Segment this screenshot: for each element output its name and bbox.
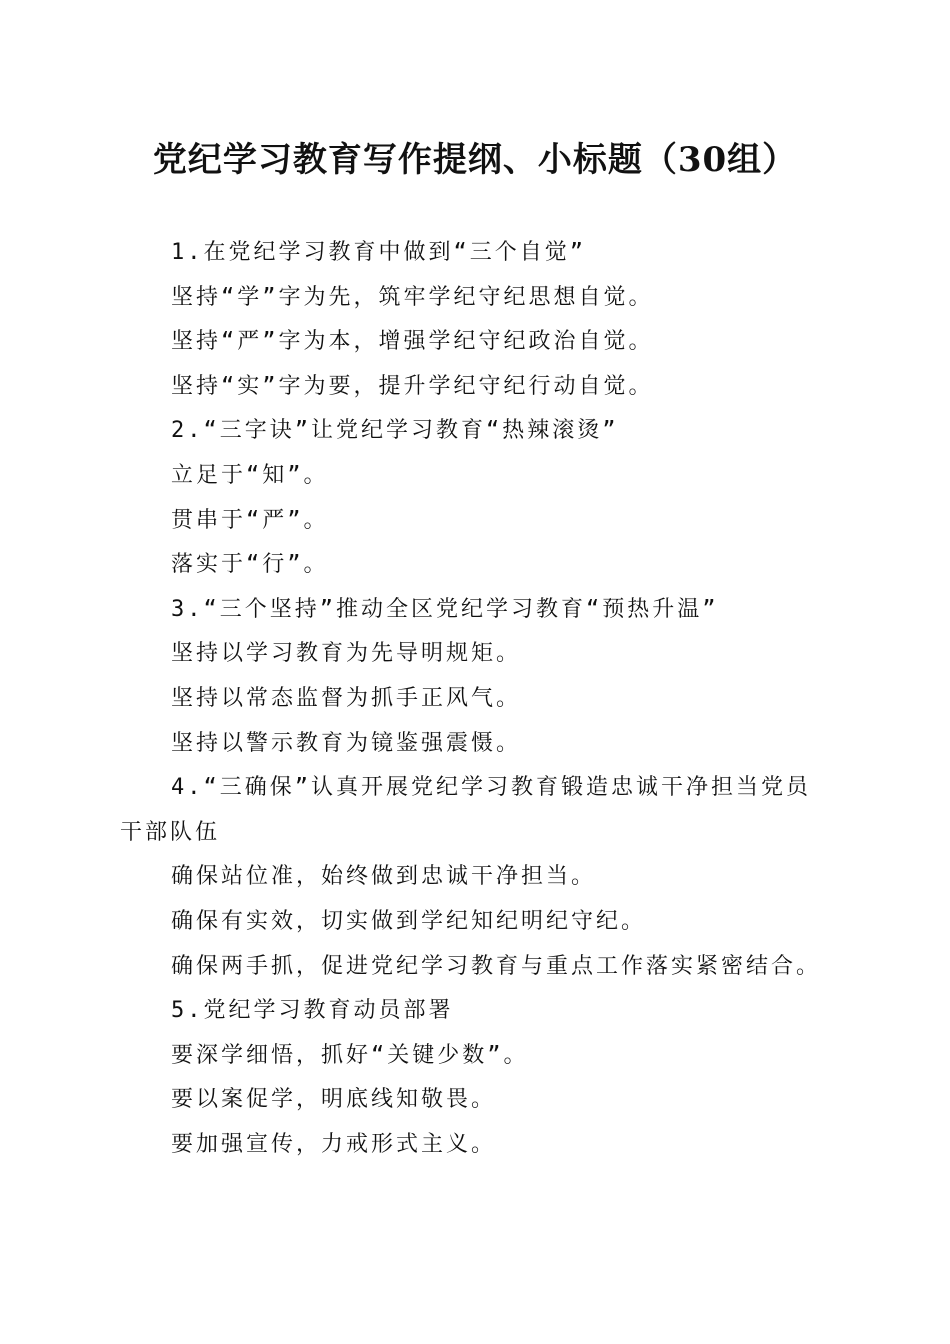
body-paragraph: 坚持“严”字为本，增强学纪守纪政治自觉。 [171, 329, 654, 355]
body-paragraph: 坚持以学习教育为先导明规矩。 [171, 641, 522, 667]
body-paragraph: 要深学细悟，抓好“关键少数”。 [171, 1042, 529, 1068]
body-paragraph: 确保有实效，切实做到学纪知纪明纪守纪。 [171, 908, 647, 934]
body-paragraph: 落实于“行”。 [171, 552, 329, 578]
body-paragraph: 立足于“知”。 [171, 462, 329, 488]
section-heading-5: 5.党纪学习教育动员部署 [171, 998, 454, 1024]
body-paragraph: 坚持以常态监督为抓手正风气。 [171, 685, 522, 711]
section-heading-2: 2.“三字诀”让党纪学习教育“热辣滚烫” [171, 418, 619, 444]
section-heading-3: 3.“三个坚持”推动全区党纪学习教育“预热升温” [171, 596, 719, 622]
body-paragraph: 确保两手抓，促进党纪学习教育与重点工作落实紧密结合。 [171, 953, 822, 979]
body-paragraph: 坚持以警示教育为镜鉴强震慑。 [171, 730, 522, 756]
section-heading-4: 4.“三确保”认真开展党纪学习教育锻造忠诚干净担当党员干部队伍 [120, 775, 811, 845]
body-paragraph: 贯串于“严”。 [171, 507, 329, 533]
document-title: 党纪学习教育写作提纲、小标题（30组） [152, 140, 798, 180]
section-heading-1: 1.在党纪学习教育中做到“三个自觉” [171, 240, 586, 265]
body-paragraph: 确保站位准，始终做到忠诚干净担当。 [171, 864, 597, 890]
body-paragraph: 坚持“实”字为要，提升学纪守纪行动自觉。 [171, 373, 654, 399]
document-body [120, 231, 830, 1167]
body-paragraph: 要以案促学，明底线知敬畏。 [171, 1087, 497, 1113]
body-paragraph: 要加强宣传，力戒形式主义。 [171, 1131, 497, 1157]
body-paragraph: 坚持“学”字为先，筑牢学纪守纪思想自觉。 [171, 284, 654, 310]
